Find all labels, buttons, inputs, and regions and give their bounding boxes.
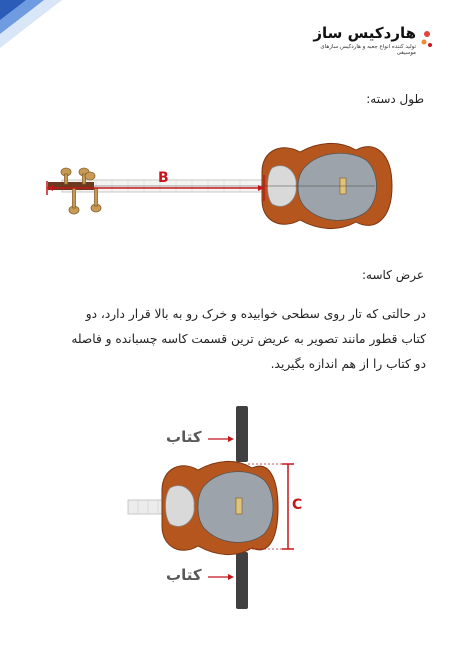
paragraph-line: در حالتی که تار روی سطحی خوابیده و خرک رو به بالا قرار دارد، دو	[85, 307, 426, 321]
section-heading-body-width: عرض کاسه:	[361, 268, 424, 282]
paragraph-line: دو کتاب را از هم اندازه بگیرید.	[270, 357, 426, 371]
book-top-icon	[236, 406, 248, 462]
paragraph-line: کتاب قطور مانند تصویر به عریض ترین قسمت کاسه چسبانده و فاصله	[71, 332, 426, 346]
brand-subtitle: تولید کننده انواع جعبه و هاردکیس سازهای موسیقی	[320, 44, 416, 56]
book-bottom-icon	[236, 552, 248, 609]
book-label-top: کتاب	[166, 428, 202, 446]
dimension-label-b: B	[158, 170, 169, 186]
book-label-bottom: کتاب	[166, 566, 202, 584]
section-heading-neck-length: طول دسته:	[366, 92, 424, 106]
brand-title: هاردکیس ساز	[313, 24, 416, 42]
dimension-label-c: C	[292, 497, 303, 513]
